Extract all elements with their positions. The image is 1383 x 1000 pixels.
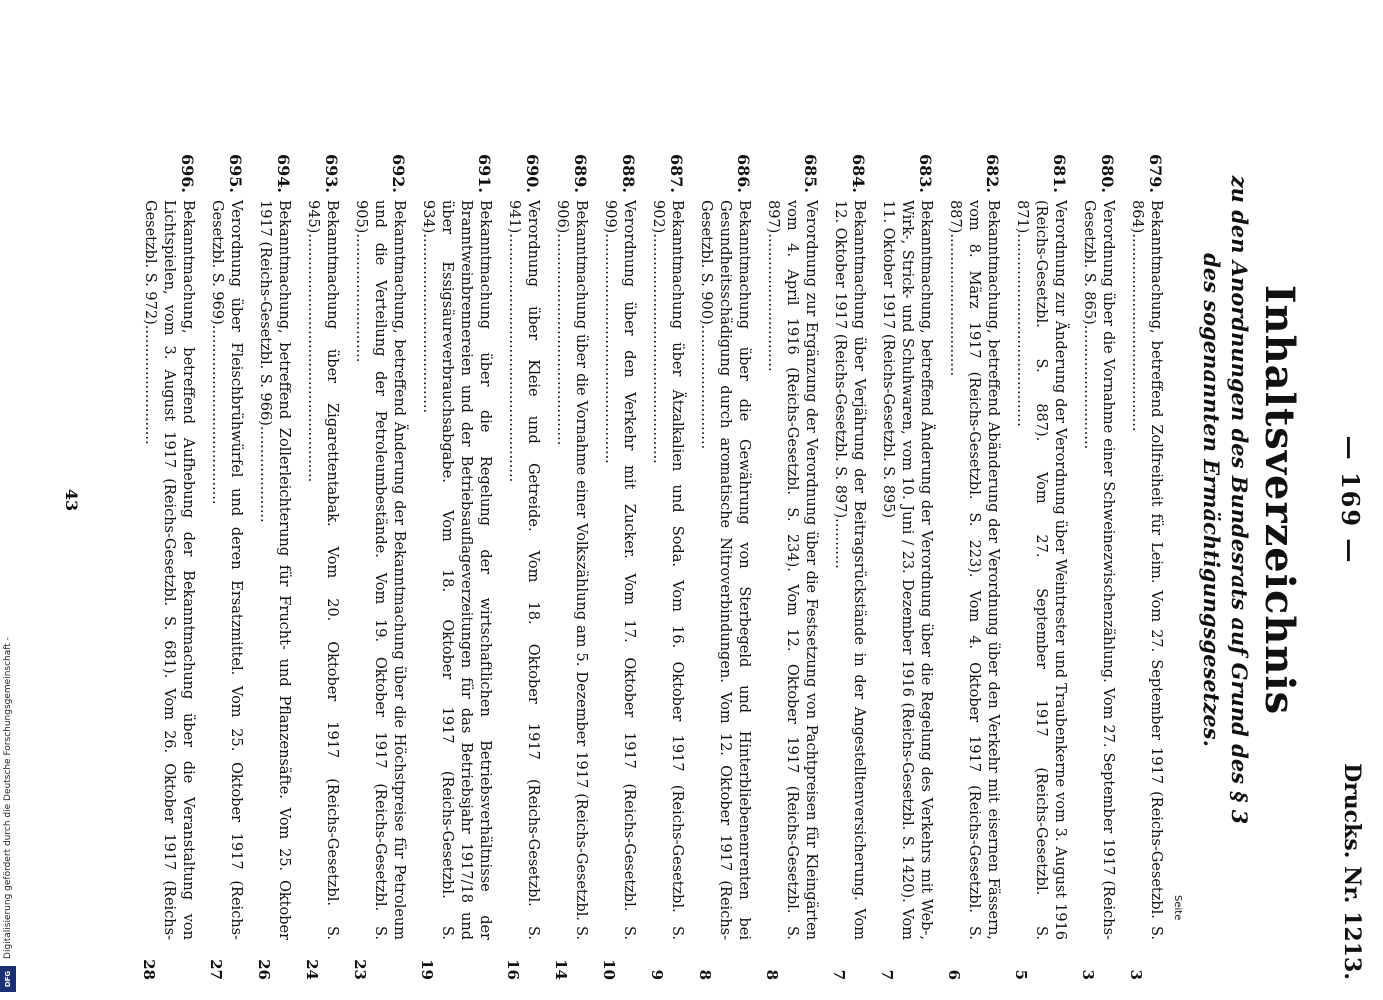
entry-text: Verordnung zur Änderung der Verordnung über Weintrester und Traubenkerne vom 3. August 1916 (Reichs-Gesetzbl. S. 887). Vom 27. September 1917 (Reichs-Gesetzbl. S. 871)..........................................	[1014, 200, 1068, 940]
entry-text: Bekanntmachung, betreffend Abänderung der Verordnung über den Verkehr mit eisernen Fässern, vom 8. März 1917 (Reichs-Gesetzbl. S. 223). Vom 4. Oktober 1917 (Reichs-Gesetzbl. S. 887)...............................	[947, 200, 1001, 940]
toc-entry	[255, 154, 293, 980]
toc-entry	[696, 154, 753, 980]
toc-entry	[140, 154, 197, 980]
subtitle-line: des sogenannten Ermächtigungsgesetzes.	[1199, 253, 1224, 747]
entry-page: 8	[696, 969, 714, 980]
entry-text: Bekanntmachung über die Vornahme einer Volkszählung am 5. Dezember 1917 (Reichs-Gesetzbl. S. 906)..............................................	[554, 200, 589, 940]
toc-entry	[648, 154, 686, 980]
entry-page: 5	[1012, 969, 1030, 980]
toc-entry	[945, 154, 1002, 980]
entry-text: Bekanntmachung, betreffend Zollerleichterung für Frucht- und Pflanzensäfte. Vom 25. Oktober 1917 (Reichs-Gesetzbl. S. 966).....................	[257, 200, 292, 940]
entry-number: 692.	[389, 154, 408, 193]
entry-page: 7	[878, 969, 896, 980]
entry-page: 7	[830, 969, 848, 980]
dfg-logo	[0, 966, 16, 992]
entry-text: Bekanntmachung über Zigarettentabak. Vom 20. Oktober 1917 (Reichs-Gesetzbl. S. 945)......................................................	[305, 200, 340, 940]
entry-page: 3	[1127, 969, 1145, 980]
toc-entry	[418, 154, 494, 980]
entry-page: 19	[418, 959, 436, 980]
entry-page: 8	[763, 969, 781, 980]
entry-page: 3	[1079, 969, 1097, 980]
toc-entry	[830, 154, 868, 980]
entry-number: 693.	[322, 154, 341, 193]
toc-entry	[303, 154, 341, 980]
entry-number: 683.	[916, 154, 935, 193]
entry-number: 687.	[667, 154, 686, 193]
entry-text: Verordnung über die Vornahme einer Schweinezwischenzählung. Vom 27. September 1917 (Reichs-Gesetzbl. S. 865)...........................	[1081, 200, 1116, 940]
toc-entry	[504, 154, 542, 980]
toc-entry	[351, 154, 408, 980]
toc-entry	[207, 154, 245, 980]
entry-number: 695.	[226, 154, 245, 193]
logo-text: DFG	[4, 970, 12, 988]
entry-page: 23	[351, 959, 369, 980]
entry-text: Bekanntmachung, betreffend Änderung der Verordnung über die Regelung des Verkehrs mit Web-, Wirk-, Strick- und Schuhwaren, vom 10. Juni / 23. Dezember 1916 (Reichs-Gesetzbl. S. 1420). Vom 11. Oktober 1917 (Reichs-Gesetzbl. S. 895)	[880, 200, 934, 940]
entry-page: 26	[255, 959, 273, 980]
toc-entry	[600, 154, 638, 980]
entry-number: 691.	[475, 154, 494, 193]
entry-page: 16	[504, 959, 522, 980]
toc-entry	[1127, 154, 1165, 980]
entry-page: 10	[600, 959, 618, 980]
entry-text: Bekanntmachung über die Gewährung von Sterbegeld und Hinterbliebenenrenten bei Gesundheitsschädigung durch aromatische Nitroverbindungen. Vom 12. Oktober 1917 (Reichs-Gesetzbl. S. 900)...........................	[698, 200, 752, 940]
digitization-credit	[0, 600, 16, 995]
toc-entry	[1079, 154, 1117, 980]
entry-text: Verordnung über Fleischbrühwürfel und deren Ersatzmittel. Vom 25. Oktober 1917 (Reichs-Gesetzbl. S. 969).......................................	[209, 200, 244, 940]
entry-number: 688.	[619, 154, 638, 193]
entry-number: 696.	[178, 154, 197, 193]
entry-number: 686.	[734, 154, 753, 193]
page-number: — 169 —	[1336, 435, 1365, 565]
page-title: Inhaltsverzeichnis	[1256, 284, 1303, 716]
subtitle-line: zu den Anordnungen des Bundesrats auf Grund des § 3	[1227, 175, 1252, 825]
entry-text: Bekanntmachung, betreffend Aufhebung der Bekanntmachung über die Veranstaltung von Lichtspielen, vom 3. August 1917 (Reichs-Gesetzbl. S. 681). Vom 26. Oktober 1917 (Reichs-Gesetzbl. S. 972)..........................	[142, 200, 196, 940]
drucksache-number: Drucks. Nr. 1213.	[1339, 763, 1365, 980]
entry-number: 679.	[1146, 154, 1165, 193]
entry-page: 14	[552, 959, 570, 980]
entry-text: Verordnung über Kleie und Getreide. Vom 18. Oktober 1917 (Reichs-Gesetzbl. S. 941)......................................................	[506, 200, 541, 940]
entry-text: Bekanntmachung über die Regelung der wirtschaftlichen Betriebsverhältnisse der Branntweinbrennereien und der Betriebsauflageverzeitungen für das Betriebsjahr 1917/18 und über Essigsäureverbrauchsabgabe. Vom 18. Oktober 1917 (Reichs-Gesetzbl. S. 934).......................................	[420, 200, 493, 940]
toc-entry	[552, 154, 590, 980]
entry-text: Verordnung zur Ergänzung der Verordnung über die Festsetzung von Pachtpreisen für Kleingärten vom 4. April 1916 (Reichs-Gesetzbl. S. 234). Vom 12. Oktober 1917 (Reichs-Gesetzbl. S. 897)..............................	[765, 200, 819, 940]
seite-column-label: Seite	[1172, 895, 1183, 921]
entry-page: 28	[140, 959, 158, 980]
credit-text: Digitalisierung gefördert durch die Deutsche Forschungsgemeinschaft -	[3, 636, 13, 959]
entry-page: 9	[648, 969, 666, 980]
page-header	[1335, 0, 1375, 1000]
entry-number: 689.	[571, 154, 590, 193]
entry-text: Bekanntmachung über Verjährung der Beitragsrückstände in der Angestelltenversicherung. Vom 12. Oktober 1917 (Reichs-Gesetzbl. S. 897)...........	[832, 200, 867, 940]
entry-number: 681.	[1050, 154, 1069, 193]
entry-number: 690.	[523, 154, 542, 193]
entry-number: 682.	[983, 154, 1002, 193]
entry-page: 6	[945, 969, 963, 980]
entry-text: Bekanntmachung, betreffend Zollfreiheit für Leim. Vom 27. September 1917 (Reichs-Gesetzbl. S. 864)...........................................	[1129, 200, 1164, 940]
entry-text: Bekanntmachung, betreffend Änderung der Bekanntmachung über die Höchstpreise für Petroleum und die Verteilung der Petroleumbestände. Vom 19. Oktober 1917 (Reichs-Gesetzbl. S. 905)............................	[353, 200, 407, 940]
entry-number: 694.	[274, 154, 293, 193]
entry-number: 680.	[1098, 154, 1117, 193]
entry-number: 685.	[801, 154, 820, 193]
table-of-contents	[140, 154, 1165, 980]
entry-text: Verordnung über den Verkehr mit Zucker. Vom 17. Oktober 1917 (Reichs-Gesetzbl. S. 909)..................................................	[602, 200, 637, 940]
entry-text: Bekanntmachung über Ätzalkalien und Soda. Vom 16. Oktober 1917 (Reichs-Gesetzbl. S. 902)..................................................	[650, 200, 685, 940]
page-subtitle	[1197, 0, 1253, 1000]
entry-page: 24	[303, 959, 321, 980]
entry-number: 684.	[849, 154, 868, 193]
toc-entry	[763, 154, 820, 980]
entry-page: 27	[207, 959, 225, 980]
footer-number: 43	[62, 488, 81, 512]
toc-entry	[878, 154, 935, 980]
toc-entry	[1012, 154, 1069, 980]
